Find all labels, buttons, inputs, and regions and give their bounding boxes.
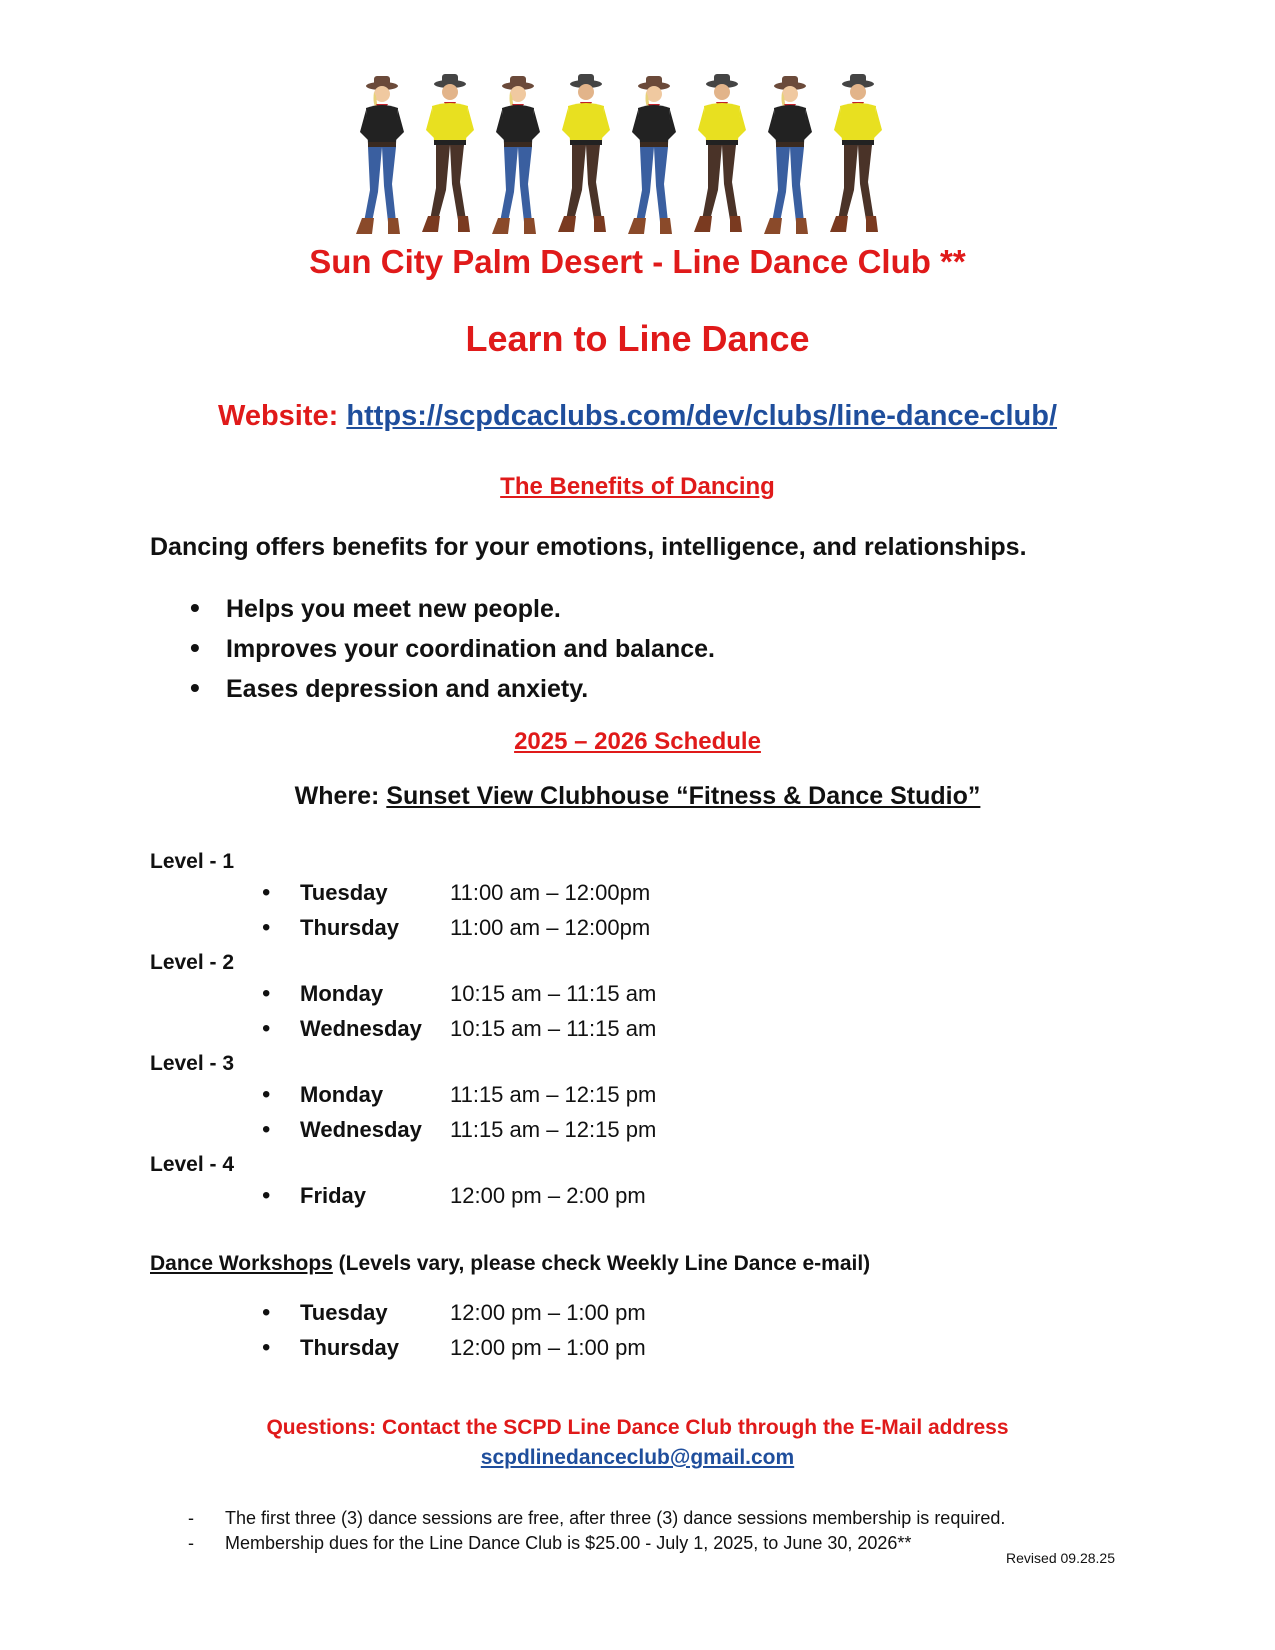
contact-email-link: [0, 1446, 1275, 1470]
note-text: The first three (3) dance sessions are free, after three (3) dance sessions membership is required.: [225, 1508, 1006, 1528]
line-dancers-illustration: [352, 70, 932, 240]
session-day: Friday: [300, 1183, 367, 1208]
session-time: 10:15 am – 11:15 am: [450, 981, 657, 1006]
website-label: Website:: [217, 400, 339, 432]
bullet-icon: •: [262, 879, 271, 906]
website-line: [0, 400, 1275, 433]
schedule-heading: 2025 – 2026 Schedule: [514, 728, 761, 755]
session-day: Thursday: [300, 915, 400, 940]
session-time: 12:00 pm – 1:00 pm: [450, 1300, 646, 1325]
location-name: Sunset View Clubhouse “Fitness & Dance Studio”: [386, 782, 981, 810]
bullet-icon: •: [262, 1081, 271, 1108]
questions-text: Questions: Contact the SCPD Line Dance Club through the E-Mail address: [266, 1416, 1009, 1439]
bullet-icon: •: [262, 1299, 271, 1326]
benefits-heading: The Benefits of Dancing: [500, 473, 775, 500]
bullet-icon: •: [190, 592, 200, 623]
bullet-icon: •: [262, 914, 271, 941]
bullet-icon: •: [190, 632, 200, 663]
dash-marker: -: [188, 1533, 194, 1553]
list-item: • Improves your coordination and balance.: [190, 628, 715, 668]
session-time: 10:15 am – 11:15 am: [450, 1016, 657, 1041]
level-2-label: Level - 2: [150, 951, 235, 974]
session-time: 12:00 pm – 1:00 pm: [450, 1335, 646, 1360]
revised-date: Revised 09.28.25: [1006, 1550, 1115, 1566]
session-time: 12:00 pm – 2:00 pm: [450, 1183, 646, 1208]
club-title: Sun City Palm Desert - Line Dance Club **: [309, 243, 966, 280]
session-time: 11:15 am – 12:15 pm: [450, 1082, 657, 1107]
session-day: Thursday: [300, 1335, 400, 1360]
workshops-label: Dance Workshops: [150, 1252, 333, 1275]
bullet-icon: •: [262, 1116, 271, 1143]
session-day: Tuesday: [300, 1300, 388, 1325]
session-day: Wednesday: [300, 1016, 422, 1041]
session-time: 11:00 am – 12:00pm: [450, 915, 651, 940]
session-day: Wednesday: [300, 1117, 422, 1142]
email-link[interactable]: scpdlinedanceclub@gmail.com: [480, 1446, 795, 1469]
level-3-label: Level - 3: [150, 1052, 235, 1075]
bullet-icon: •: [262, 1015, 271, 1042]
bullet-icon: •: [262, 980, 271, 1007]
level-1-label: Level - 1: [150, 850, 235, 873]
list-item: • Eases depression and anxiety.: [190, 668, 715, 708]
session-time: 11:15 am – 12:15 pm: [450, 1117, 657, 1142]
level-4-label: Level - 4: [150, 1153, 235, 1176]
session-day: Monday: [300, 1082, 384, 1107]
location-line: [0, 782, 1275, 811]
location-label: Where:: [294, 782, 380, 810]
bullet-icon: •: [190, 672, 200, 703]
session-day: Monday: [300, 981, 384, 1006]
workshops-note: (Levels vary, please check Weekly Line Dance e-mail): [332, 1252, 871, 1275]
workshops-heading: [150, 1252, 870, 1276]
session-time: 11:00 am – 12:00pm: [450, 880, 651, 905]
bullet-icon: •: [262, 1334, 271, 1361]
session-day: Tuesday: [300, 880, 388, 905]
website-link[interactable]: https://scpdcaclubs.com/dev/clubs/line-dance-club/: [346, 400, 1058, 432]
note-text: Membership dues for the Line Dance Club is $25.00 - July 1, 2025, to June 30, 2026**: [225, 1533, 912, 1553]
benefits-list: [190, 588, 715, 708]
page-subtitle: Learn to Line Dance: [465, 318, 810, 359]
bullet-icon: •: [262, 1182, 271, 1209]
list-item: • Helps you meet new people.: [190, 588, 715, 628]
benefits-intro: Dancing offers benefits for your emotions, intelligence, and relationships.: [150, 533, 1027, 561]
dash-marker: -: [188, 1508, 194, 1528]
